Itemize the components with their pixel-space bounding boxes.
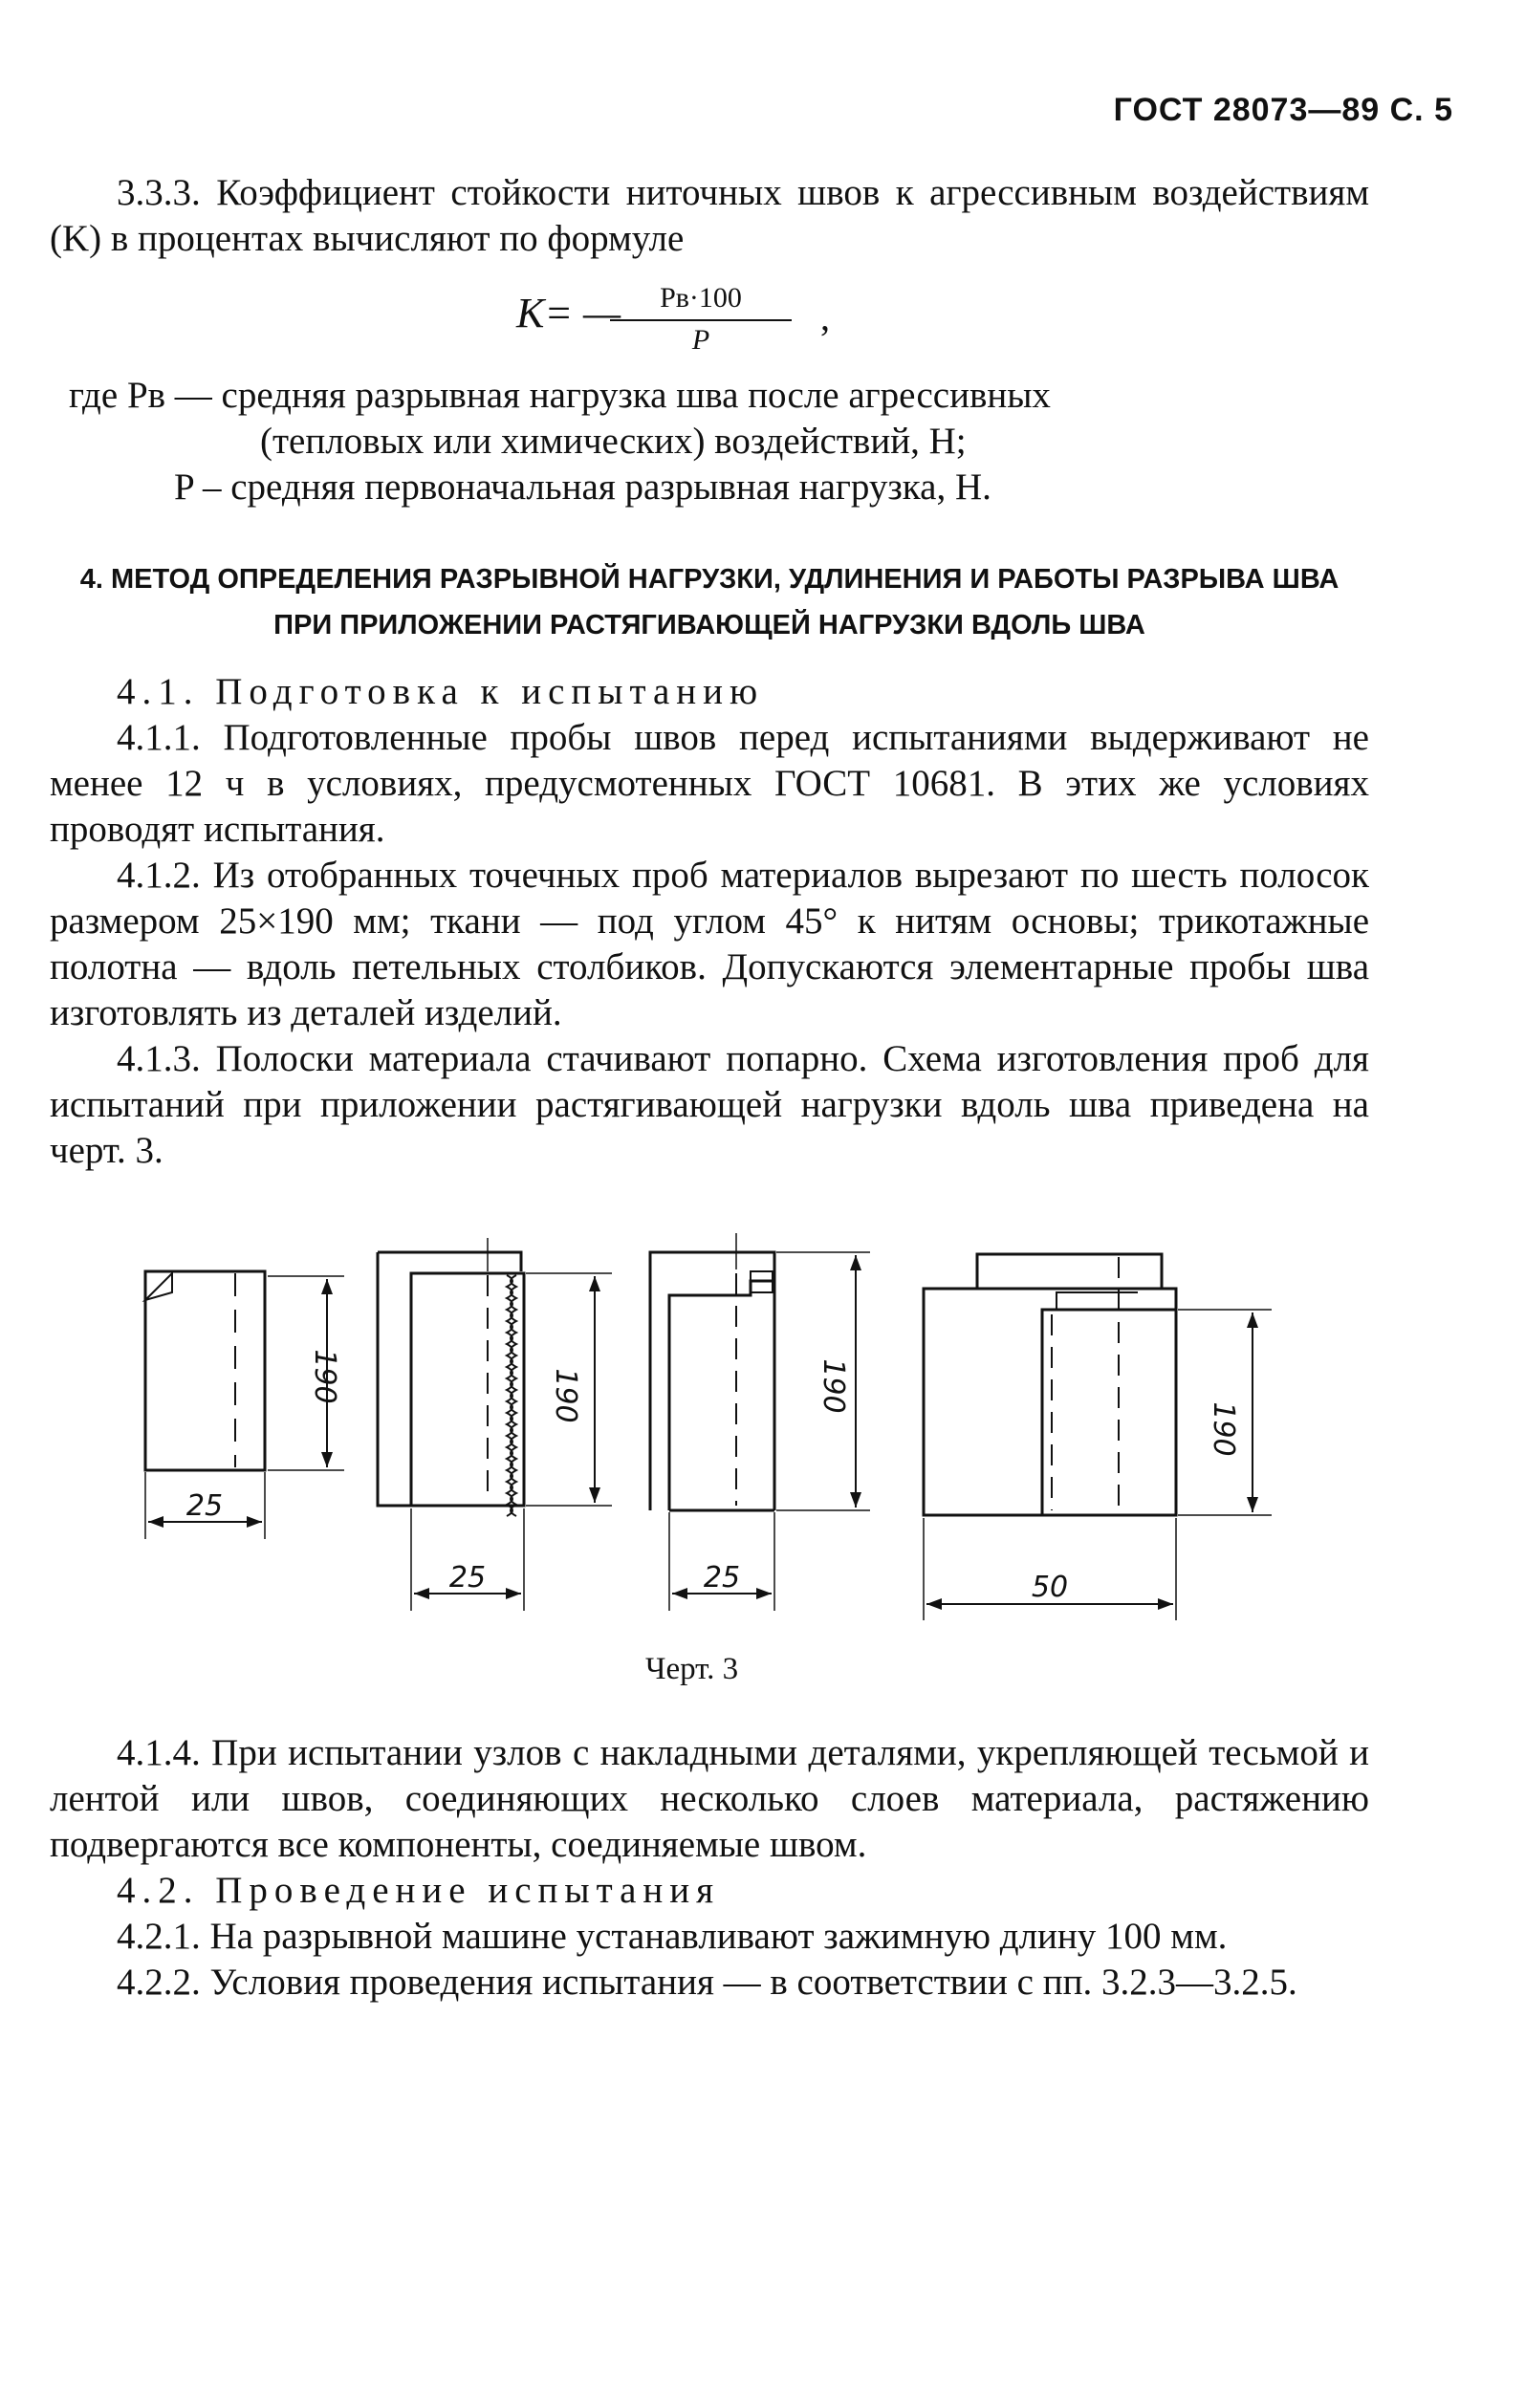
legend-line-1: где Pв — средняя разрывная нагрузка шва после агрессивных (69, 375, 1051, 416)
figure-3 (650, 1233, 870, 1611)
formula-lhs: K= — (516, 290, 621, 336)
section-4-body-top (50, 669, 1369, 1174)
paragraph-4-1-2: 4.1.2. Из отобранных точечных проб материалов вырезают по шесть полосок размером 25×190 мм; ткани — под углом 45° к нитям основы; трикотажные полотна — вдоль петельных столбиков. Допускаются элементарные пробы шва изготовлять из деталей изделий. (50, 855, 1369, 1033)
paragraph-4-2-1: 4.2.1. На разрывной машине устанавливают зажимную длину 100 мм. (117, 1916, 1228, 1957)
fig2-back-strip-top (378, 1252, 521, 1271)
fig4-height-label: 190 (1207, 1401, 1240, 1457)
fig1-strip (145, 1271, 265, 1470)
paragraph-3-3-3-block (50, 170, 1369, 262)
fig2-height-label: 190 (549, 1368, 582, 1423)
fig2-back-strip (378, 1252, 411, 1506)
page-header: ГОСТ 28073—89 С. 5 (1113, 92, 1453, 128)
fig1-corner-fold (145, 1273, 172, 1300)
figure-1 (145, 1271, 344, 1539)
fig4-outer-piece (924, 1289, 1176, 1515)
fig2-width-label: 25 (448, 1561, 487, 1594)
drawing-3 (0, 1214, 1525, 1635)
figure-2 (378, 1238, 612, 1611)
paragraph-4-2-2: 4.2.2. Условия проведения испытания — в соответствии с пп. 3.2.3—3.2.5. (117, 1962, 1297, 2003)
drawing-caption: Черт. 3 (645, 1652, 739, 1686)
paragraph-4-1-4: 4.1.4. При испытании узлов с накладными деталями, укрепляющей тесьмой и лентой или швов, соединяющих несколько слоев материала, растяжению подвергаются все компоненты, соединяемые швом. (50, 1732, 1369, 1865)
fig1-height-label: 190 (308, 1349, 341, 1404)
fig1-width-label: 25 (185, 1489, 224, 1523)
formula-numerator: Pв·100 (660, 282, 742, 314)
section-4-heading: 4. МЕТОД ОПРЕДЕЛЕНИЯ РАЗРЫВНОЙ НАГРУЗКИ, УДЛИНЕНИЯ И РАБОТЫ РАЗРЫВА ШВА ПРИ ПРИЛОЖЕНИИ РАСТЯГИВАЮЩЕЙ НАГРУЗКИ ВДОЛЬ ШВА (79, 564, 1340, 640)
formula-trail: , (820, 295, 830, 338)
subsection-4-1-title: 4.1. Подготовка к испытанию (117, 671, 765, 712)
paragraph-4-1-1: 4.1.1. Подготовленные пробы швов перед испытаниями выдерживают не менее 12 ч в условиях, предусмотенных ГОСТ 10681. В этих же условиях проводят испытания. (50, 717, 1369, 850)
fig3-height-label: 190 (817, 1358, 850, 1414)
figure-4 (924, 1254, 1272, 1620)
fig4-inner-strip (1042, 1310, 1176, 1515)
formula-legend (69, 373, 1369, 510)
fig3-width-label: 25 (703, 1561, 741, 1594)
subsection-4-2-title: 4.2. Проведение испытания (117, 1870, 721, 1911)
paragraph-3-3-3: 3.3.3. Коэффициент стойкости ниточных швов к агрессивным воздействиям (K) в процентах вычисляют по формуле (50, 172, 1369, 259)
section-4-body-bottom (50, 1730, 1369, 2006)
legend-line-3: P – средняя первоначальная разрывная нагрузка, Н. (174, 466, 991, 508)
fig4-inner-piece (1042, 1292, 1138, 1515)
fig3-front-strip (669, 1281, 773, 1510)
fig4-top-fold (977, 1254, 1162, 1289)
formula-denominator: P (691, 324, 710, 356)
formula-fraction (591, 277, 811, 359)
fig4-width-label: 50 (1031, 1571, 1069, 1604)
formula (516, 277, 918, 373)
legend-line-2: (тепловых или химических) воздействий, Н; (260, 421, 967, 462)
paragraph-4-1-3: 4.1.3. Полоски материала стачивают попарно. Схема изготовления проб для испытаний при приложении растягивающей нагрузки вдоль шва приведена на черт. 3. (50, 1038, 1369, 1171)
